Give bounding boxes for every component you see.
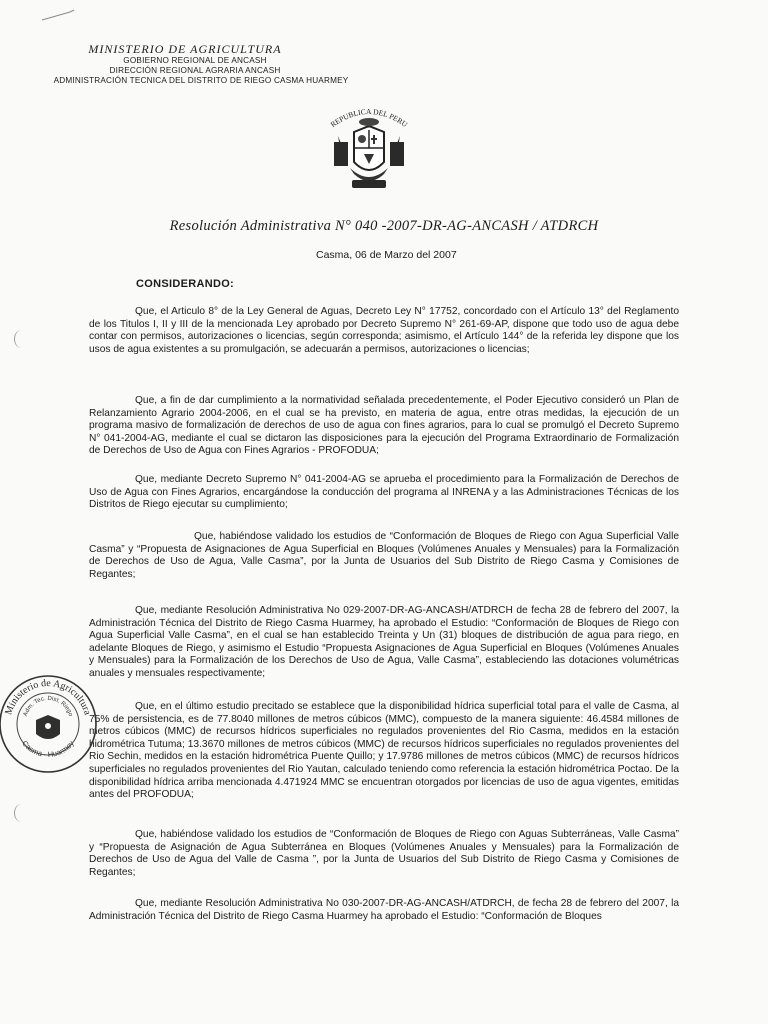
paragraph [89, 531, 679, 581]
paragraph-text: Que, habiéndose validado los estudios de “Conformación de Bloques de Riego con Agua Superficial Valle Casma” y “Propuesta de Asignaciones de Agua Superficial en Bloques (Volúmenes Anuales y Mensuales) para la Formalización de Derechos de Uso de Agua, Valle Casma”, por la Junta de Usuarios del Sub Distrito de Riego Casma y Comisiones de Regantes; [89, 531, 679, 580]
resolution-title: Resolución Administrativa N° 040 -2007-DR-AG-ANCASH / ATDRCH [169, 218, 599, 234]
official-seal-icon [0, 672, 100, 776]
paragraph-text: Que, en el último estudio precitado se establece que la disponibilidad hídrica superficial total para el valle de Casma, al 75% de persistencia, es de 77.8040 millones de metros cúbicos (MMC), compuesto de la manera siguiente: 46.4584 millones de metros cúbicos (MMC) de recursos hídricos superficiales no regulados provenientes del Rio Casma, medidos en la estación hidrométrica Tutuma; 13.3670 millones de metros cúbicos (MMC) de recursos hídricos superficiales no regulados provenientes del Rio Sechin, medidos en la estación hidrométrica Puente Quillo; y 17.9786 millones de metros cúbicos (MMC) de recursos hídricos superficiales no regulados provenientes del Rio Yautan, calculado teniendo como referencia la estación hidrométrica Poctao. De la disponibilidad hídrica arriba mencionada 4.471924 MMC se encuentran otorgados por licencias de uso de agua vigentes, emitidas antes del PROFODUA; [89, 701, 679, 801]
stamp-outer-text: Ministerio de Agricultura [3, 677, 93, 717]
paragraph-text: Que, a fin de dar cumplimiento a la normatividad señalada precedentemente, el Poder Ejecutivo consideró un Plan de Relanzamiento Agrario 2004-2006, en el cual se ha previsto, en materia de agua, entre otras medidas, la ejecución de un programa masivo de formalización de derechos de uso de agua con fines agrarios, para lo cual se promulgó el Decreto Supremo N° 041-2004-AG, mediante el cual se dictaron las disposiciones para la ejecución del Programa Extraordinario de Formalización de Derechos de Uso de Agua con Fines Agrarios - PROFODUA; [89, 395, 679, 457]
margin-pencil-mark [14, 804, 29, 822]
margin-pencil-mark [14, 330, 29, 348]
stamp-inner-text: Adm. Tec. Dist. Riego [22, 695, 74, 718]
paragraph-text: Que, mediante Decreto Supremo N° 041-2004-AG se aprueba el procedimiento para la Formalización de Derechos de Uso de Agua con Fines Agrarios, encargándose la conducción del programa al INRENA y a las Administraciones Técnicas de los Distritos de Riego ejecutar su cumplimiento; [89, 474, 679, 511]
ministry-name: MINISTERIO DE AGRICULTURA [88, 42, 282, 56]
paragraph-text: Que, el Articulo 8° de la Ley General de Aguas, Decreto Ley N° 17752, concordado con el Artículo 13° del Reglamento de los Titulos I, II y III de la mencionada Ley aprobado por Decreto Supremo N° 261-69-AP, dispone que todo uso de agua debe contar con permisos, autorizaciones o licencias, según corresponda; asimismo, el Artículo 144° de la referida ley dispone que los usos de agua existentes a su promulgación, se adecuarán a permisos, autorizaciones o licencias; [89, 306, 679, 355]
paragraph [89, 474, 679, 512]
paragraph [89, 306, 679, 356]
peru-coat-of-arms-icon [324, 102, 414, 202]
header-line-technical-administration: ADMINISTRACIÓN TECNICA DEL DISTRITO DE RIEGO CASMA HUARMEY [53, 76, 349, 85]
resolution-date: Casma, 06 de Marzo del 2007 [316, 249, 457, 261]
paragraph [89, 829, 679, 879]
stamp-bottom-text: Casma - Huarmey [20, 738, 76, 759]
pen-mark-icon [40, 8, 76, 22]
paragraph [89, 395, 679, 458]
paragraph-text: Que, mediante Resolución Administrativa No 029-2007-DR-AG-ANCASH/ATDRCH de fecha 28 de febrero del 2007, la Administración Técnica del Distrito de Riego Casma Huarmey, ha aprobado el Estudio: “Conformación de Bloques de Riego con Agua Superficial Valle Casma”, en el cual se han establecido Treinta y Un (31) bloques de distribución de agua para riego, en adelante Bloques de Riego, y asimismo el Estudio “Propuesta Asignaciones de Agua Superficial en Bloques (Volúmenes Anuales y Mensuales) para la Formalización de los Derechos de Uso de Agua, Valle Casma”, estableciendo las dotaciones volumétricas anuales y mensuales respectivamente; [89, 605, 679, 679]
paragraph-text: Que, habiéndose validado los estudios de “Conformación de Bloques de Riego con Aguas Subterráneas, Valle Casma” y “Propuesta de Asignación de Agua Subterránea en Bloques (Volúmenes Anuales y Mensuales) para la Formalización de Derechos de Uso de Agua del Valle de Casma ”, por la Junta de Usuarios del Sub Distrito de Riego Casma y Comisiones de Regantes; [89, 829, 679, 878]
header-line-regional-direction: DIRECCIÓN REGIONAL AGRARIA ANCASH [109, 66, 281, 75]
paragraph [89, 605, 679, 681]
header-line-regional-government: GOBIERNO REGIONAL DE ANCASH [123, 56, 267, 65]
paragraph [89, 701, 679, 802]
paragraph [89, 898, 679, 923]
paragraph-text: Que, mediante Resolución Administrativa No 030-2007-DR-AG-ANCASH/ATDRCH, de fecha 28 de febrero del 2007, la Administración Técnica del Distrito de Riego Casma Huarmey ha aprobado el Estudio: “Conformación de Bloques [89, 898, 679, 922]
svg-text:Casma - Huarmey [20, 739, 76, 759]
crest-caption: REPUBLICA DEL PERU [328, 106, 410, 129]
considerando-heading: CONSIDERANDO: [136, 278, 235, 290]
